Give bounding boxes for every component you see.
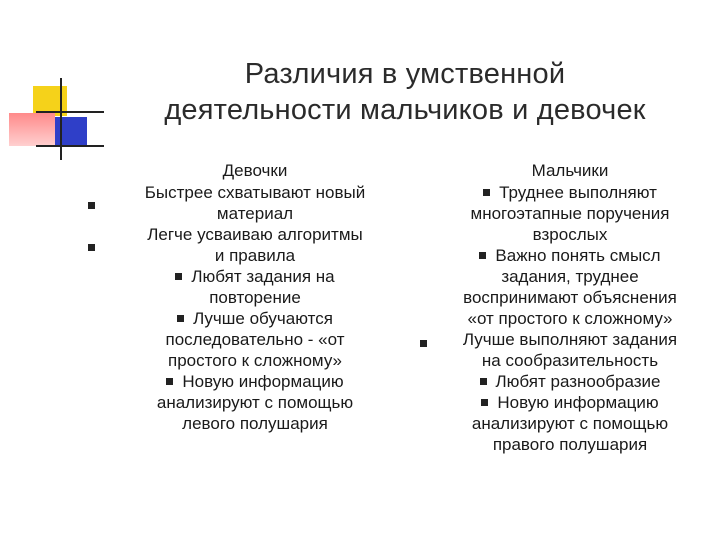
boys-item-4 [430, 371, 710, 392]
girls-item-4-line-2: последовательно - «от [165, 330, 345, 349]
slide-title [90, 56, 720, 128]
boys-item-3-line-1: Лучше выполняют задания [462, 330, 678, 349]
boys-item-4-text: Любят разнообразие [495, 372, 661, 391]
title-line-2: деятельности мальчиков и девочек [164, 94, 646, 126]
girls-item-5-text: Новую информацию [182, 372, 344, 391]
girls-item-1 [120, 182, 390, 224]
girls-item-4-line-1 [120, 308, 390, 329]
girls-item-2-bullet-icon [88, 244, 95, 251]
girls-item-5-line-1 [120, 371, 390, 392]
girls-item-4-line-3: простого к сложному» [168, 351, 342, 370]
boys-item-4-line-1 [430, 371, 710, 392]
boys-item-2-text: Важно понять смысл [495, 246, 661, 265]
girls-item-2-line-2: и правила [214, 246, 296, 265]
pink-rectangle [9, 113, 55, 146]
bullet-icon [483, 189, 490, 196]
bullet-icon [177, 315, 184, 322]
girls-item-1-line-2: материал [216, 204, 294, 223]
blue-square [55, 117, 87, 145]
girls-item-3-line-2: повторение [209, 288, 301, 307]
boys-item-1-line-2: многоэтапные поручения [470, 204, 670, 223]
boys-item-1 [430, 182, 710, 245]
boys-item-5-line-1 [430, 392, 710, 413]
girls-item-1-bullet-icon [88, 202, 95, 209]
boys-column [430, 160, 710, 455]
title-line-1: Различия в умственной [244, 58, 566, 90]
boys-heading: Мальчики [531, 161, 609, 180]
boys-item-2-line-2: задания, труднее [501, 267, 639, 286]
girls-item-3 [120, 266, 390, 308]
bullet-icon [166, 378, 173, 385]
girls-item-2-line-1: Легче усваиваю алгоритмы [147, 225, 363, 244]
boys-item-2-line-4: «от простого к сложному» [467, 309, 673, 328]
girls-item-3-line-1 [120, 266, 390, 287]
bullet-icon [479, 252, 486, 259]
bullet-icon [481, 399, 488, 406]
bullet-icon [175, 273, 182, 280]
girls-column [120, 160, 390, 434]
girls-item-1-line-1: Быстрее схватывают новый [144, 183, 366, 202]
boys-item-5-line-2: анализируют с помощью [471, 414, 669, 433]
girls-item-5 [120, 371, 390, 434]
girls-item-5-line-3: левого полушария [182, 414, 328, 433]
boys-item-1-text: Труднее выполняют [499, 183, 657, 202]
boys-item-3-line-2: на сообразительность [481, 351, 659, 370]
boys-item-3-bullet-icon [420, 340, 427, 347]
girls-item-5-line-2: анализируют с помощью [156, 393, 354, 412]
boys-item-5-text: Новую информацию [497, 393, 659, 412]
girls-item-2 [120, 224, 390, 266]
boys-item-2-line-1 [430, 245, 710, 266]
boys-item-2 [430, 245, 710, 329]
boys-item-1-line-3: взрослых [532, 225, 608, 244]
girls-heading: Девочки [222, 161, 288, 180]
girls-item-3-text: Любят задания на [191, 267, 335, 286]
boys-item-3 [430, 329, 710, 371]
boys-item-2-line-3: воспринимают объяснения [463, 288, 677, 307]
boys-item-5 [430, 392, 710, 455]
girls-item-4 [120, 308, 390, 371]
boys-item-1-line-1 [430, 182, 710, 203]
girls-item-4-text: Лучше обучаются [193, 309, 333, 328]
bullet-icon [480, 378, 487, 385]
boys-item-5-line-3: правого полушария [492, 435, 648, 454]
